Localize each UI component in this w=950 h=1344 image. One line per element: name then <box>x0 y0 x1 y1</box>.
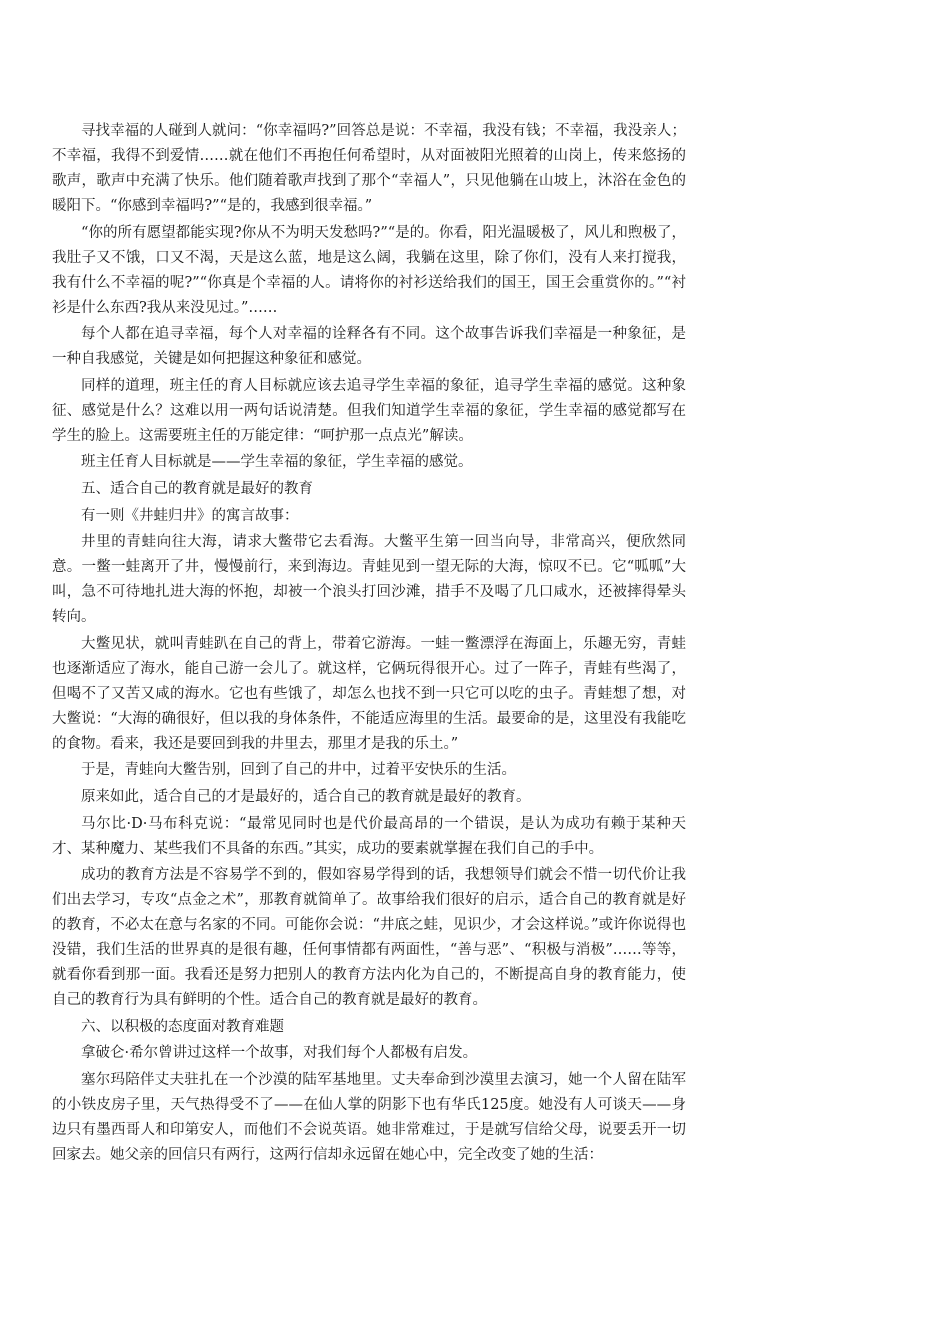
paragraph-fable-intro: 有一则《井蛙归井》的寓言故事： <box>81 507 299 524</box>
section-heading-5: 五、适合自己的教育就是最好的教育 <box>81 480 313 497</box>
paragraph-happiness-interpretation: 每个人都在追寻幸福，每个人对幸福的诠释各有不同。这个故事告诉我们幸福是一种象征，是一种自我感觉，关键是如何把握这种象征和感觉。 <box>52 326 686 368</box>
paragraph-frog-returns: 于是，青蛙向大鳖告别，回到了自己的井中，过着平安快乐的生活。 <box>81 762 516 779</box>
paragraph-teacher-goal: 同样的道理，班主任的育人目标就应该去追寻学生幸福的象征，追寻学生幸福的感觉。这种象征、感觉是什么？这难以用一两句话说清楚。但我们知道学生幸福的象征，学生幸福的感觉都写在学生的脸上。这需要班主任的万能定律：“呵护那一点点光”解读。 <box>52 377 686 444</box>
paragraph-frog-to-sea: 井里的青蛙向往大海，请求大鳖带它去看海。大鳖平生第一回当向导，非常高兴，便欣然同意。一鳖一蛙离开了井，慢慢前行，来到海边。青蛙见到一望无际的大海，惊叹不已。它“呱呱”大叫，急不可待地扎进大海的怀抱，却被一个浪头打回沙滩，措手不及喝了几口咸水，还被摔得晕头转向。 <box>52 534 686 626</box>
document-page <box>52 119 686 1170</box>
paragraph-successful-methods: 成功的教育方法是不容易学不到的，假如容易学得到的话，我想领导们就会不惜一切代价让我们出去学习，专攻“点金之术”，那教育就简单了。故事给我们很好的启示，适合自己的教育就是好的教育，不必太在意与名家的不同。可能你会说：“井底之蛙，见识少，才会这样说。”或许你说得也没错，我们生活的世界真的是很有趣，任何事情都有两面性，“善与恶”、“积极与消极”……等等，就看你看到那一面。我看还是努力把别人的教育方法内化为自己的，不断提高自身的教育能力，使自己的教育行为具有鲜明的个性。适合自己的教育就是最好的教育。 <box>52 867 686 1009</box>
paragraph-selma-story: 塞尔玛陪伴丈夫驻扎在一个沙漠的陆军基地里。丈夫奉命到沙漠里去演习，她一个人留在陆军的小铁皮房子里，天气热得受不了——在仙人掌的阴影下也有华氏125度。她没有人可谈天——身边只有墨西哥人和印第安人，而他们不会说英语。她非常难过，于是就写信给父母，说要丢开一切回家去。她父亲的回信只有两行，这两行信却永远留在她心中，完全改变了她的生活： <box>52 1071 686 1163</box>
paragraph-turtle-carries-frog: 大鳖见状，就叫青蛙趴在自己的背上，带着它游海。一蛙一鳖漂浮在海面上，乐趣无穷，青蛙也逐渐适应了海水，能自己游一会儿了。就这样，它俩玩得很开心。过了一阵子，青蛙有些渴了，但喝不了又苦又咸的海水。它也有些饿了，却怎么也找不到一只它可以吃的虫子。青蛙想了想，对大鳖说：“大海的确很好，但以我的身体条件，不能适应海里的生活。最要命的是，这里没有我能吃的食物。看来，我还是要回到我的井里去，那里才是我的乐土。” <box>52 635 686 752</box>
paragraph-happiness-seekers: 寻找幸福的人碰到人就问：“你幸福吗?”回答总是说：不幸福，我没有钱；不幸福，我没亲人；不幸福，我得不到爱情……就在他们不再抱任何希望时，从对面被阳光照着的山岗上，传来悠扬的歌声，歌声中充满了快乐。他们随着歌声找到了那个“幸福人”，只见他躺在山坡上，沐浴在金色的暖阳下。“你感到幸福吗?”“是的，我感到很幸福。” <box>52 123 686 214</box>
section-heading-6: 六、以积极的态度面对教育难题 <box>81 1018 284 1035</box>
paragraph-happy-man-dialogue: “你的所有愿望都能实现?你从不为明天发愁吗?”“是的。你看，阳光温暖极了，风儿和煦极了，我肚子又不饿，口又不渴，天是这么蓝，地是这么阔，我躺在这里，除了你们，没有人来打搅我，我有什么不幸福的呢?”“你真是个幸福的人。请将你的衬衫送给我们的国王，国王会重赏你的。”“衬衫是什么东西?我从来没见过。”…… <box>52 224 686 316</box>
paragraph-hill-story-intro: 拿破仑·希尔曾讲过这样一个故事，对我们每个人都极有启发。 <box>81 1045 478 1062</box>
paragraph-goal-summary: 班主任育人目标就是——学生幸福的象征，学生幸福的感觉。 <box>81 454 473 471</box>
paragraph-moral: 原来如此，适合自己的才是最好的，适合自己的教育就是最好的教育。 <box>81 788 531 805</box>
paragraph-quote: 马尔比·D·马布科克说：“最常见同时也是代价最高昂的一个错误，是认为成功有赖于某种天才、某种魔力、某些我们不具备的东西。”其实，成功的要素就掌握在我们自己的手中。 <box>52 815 686 857</box>
